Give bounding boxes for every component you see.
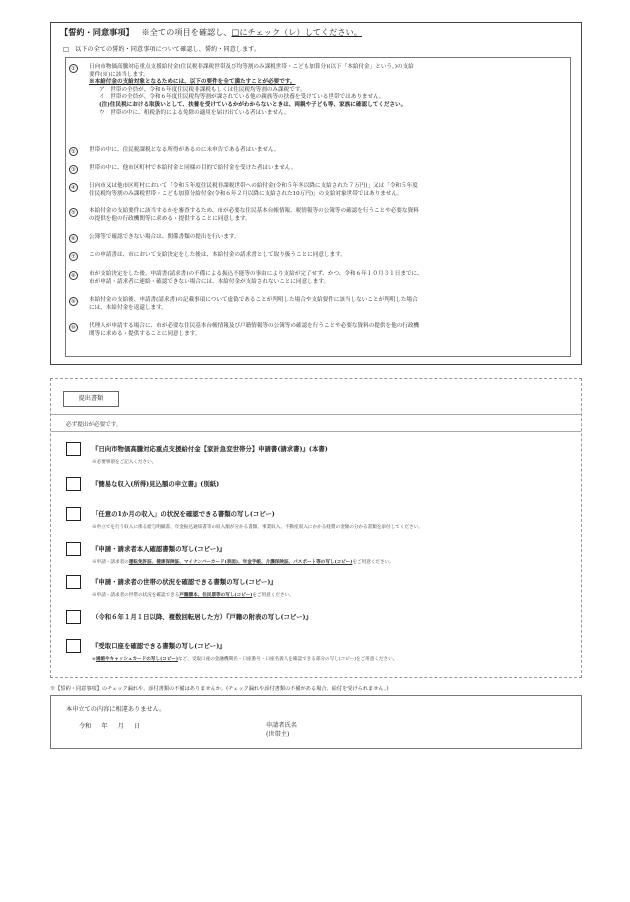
footnote: ※【誓約・同意事項】のチェック漏れや、添付書類の不備はありませんか。(チェック漏れや添付書類の不備がある場合、給付を受けられません。) (50, 686, 389, 692)
document-label: 『申請・請求者本人確認書類の写し(コピー)』 (92, 545, 226, 553)
required-note: 必ず提出が必要です。 (66, 422, 122, 428)
agree-all-checkbox[interactable]: □ 以下の全ての誓約・同意事項について確認し、誓約・同意します。 (63, 46, 261, 53)
document-checkbox-7[interactable] (66, 639, 81, 653)
pledge-title: 【誓約・同意事項】 ※全ての項目を確認し、□にチェック（レ）してください。 (60, 27, 362, 37)
document-label: 「任意の1か月の収入」の状況を確認できる書類の写し(コピー) (92, 510, 275, 518)
document-label: 『簡易な収入(所得)見込額の申立書』(別紙) (92, 480, 220, 488)
confirm-text: 本申立ての内容に相違ありません。 (66, 706, 166, 713)
document-checkbox-1[interactable] (66, 442, 81, 456)
document-note: ※必要事項をご記入ください。 (92, 460, 157, 465)
document-label: 『日向市物価高騰対応重点支援給付金【家計急変世帯分】申請書(請求書)』(本書) (92, 445, 328, 453)
document-checkbox-6[interactable] (66, 610, 81, 624)
divider (51, 431, 581, 432)
applicant-name-field[interactable]: 申請者氏名 (世帯主) (266, 722, 297, 738)
document-checkbox-2[interactable] (66, 477, 81, 491)
document-label: 『受取口座を確認できる書類の写し(コピー)』 (92, 642, 226, 650)
document-checkbox-5[interactable] (66, 575, 81, 589)
documents-tab-label: 提出書類 (63, 391, 119, 407)
divider (51, 414, 581, 415)
document-label: 『申請・請求者の世帯の状況を確認できる書類の写し(コピー)』 (92, 578, 277, 586)
date-field[interactable]: 令和 年 月 日 (79, 723, 140, 730)
document-note: ※申立てを行う収入に係る給与明細書、年金振込通知書等の収入額が分かる書類、事業収入、不動産収入にかかる経費の金額の分かる書類を添付してください。 (92, 525, 423, 530)
pledge-items-box: ① 日向市物価高騰対応重点支援給付金(住民税非課税世帯及び均等割のみ課税世帯・こども加算分)(以下「本給付金」という。)の支給 要件(※)に該当します。 ※本給付金の支給対象となるためには、以下の要件を全て満たすことが必要です。 ア 世帯の全員が、令和６年度住民税非課税もしくは住民税均等割のみ課税です。 イ 世帯の全員が、令和６年度住民税均等割が課されている他の親族等の扶養を受けている世帯ではありません。 (注)住民税における取扱いとして、扶養を受けているかがわからないときは、両親や子ども等、家族に確認してください。 ウ 世帯の中に、租税条約による免除の適用を届け出ている者はいません。 ② 世帯の中に、住民税課税となる所得があるのに未申告である者はいません。 ③ 世帯の中に、他市区町村で本給付金と同様の目的で給付金を受けた者はいません。 ④ 日向市又は他市区町村において「令和５年度住民税非課税世帯への給付金(令和５年冬以降に支給された７万円)」又は「令和５年度 住民税均等割のみ課税世帯・こども加算分給付金(令和６年２月以降に支給された10万円)」の支給対象世帯ではありません。 ⑤ 本給付金の支給要件に該当するかを審査するため、市が必要な住民基本台帳情報、税情報等の公簿等の確認を行うことや必要な資料 の提供を他の行政機関等に求める・提供することに同意します。 ⑥ 公簿等で確認できない場合は、関係書類の提出を行います。 ⑦ この申請書は、市において支給決定をした後は、本給付金の請求書として取り扱うことに同意します。 ⑧ 市が支給決定をした後、申請書(請求書)の不備による振込不能等の事由により支給が完了せず、かつ、令和６年１０月３１日までに、 市が申請・請求者に連絡・確認できない場合には、本給付金が支給されないことに同意します。 ⑨ 本給付金の支給後、申請書(請求書)の記載事項について虚偽であることが判明した場合や支給要件に該当しないことが判明した場合 には、本給付金を返還します。 ⑩ 代理人が申請する場合に、市が必要な住民基本台帳情報及び戸籍情報等の公簿等の確認を行うことや必要な資料の提供を他の行政機 関等に求める・提供することに同意します。 (65, 57, 571, 357)
declaration-section (50, 695, 582, 749)
pledge-section (50, 22, 582, 365)
documents-section (50, 378, 582, 678)
document-checkbox-4[interactable] (66, 542, 81, 556)
document-label: （令和６年１月１日以降、複数回転居した方）『戸籍の附表の写し(コピー)』 (92, 613, 312, 621)
document-checkbox-3[interactable] (66, 507, 81, 521)
document-note: ※申請・請求者の運転免許証、健康保険証、マイナンバーカード(表面)、年金手帳、介護保険証、パスポート等の写し(コピー)をご用意ください。 (92, 560, 394, 565)
document-note: ※申請・請求者の世帯の状況を確認できる戸籍謄本、住民票等の写し(コピー)をご用意ください。 (92, 593, 294, 598)
document-note: ※通帳やキャッシュカードの写し(コピー)など、受取口座の金融機関名・口座番号・口座名義人を確認できる部分の写し(コピー)をご用意ください。 (92, 657, 398, 662)
